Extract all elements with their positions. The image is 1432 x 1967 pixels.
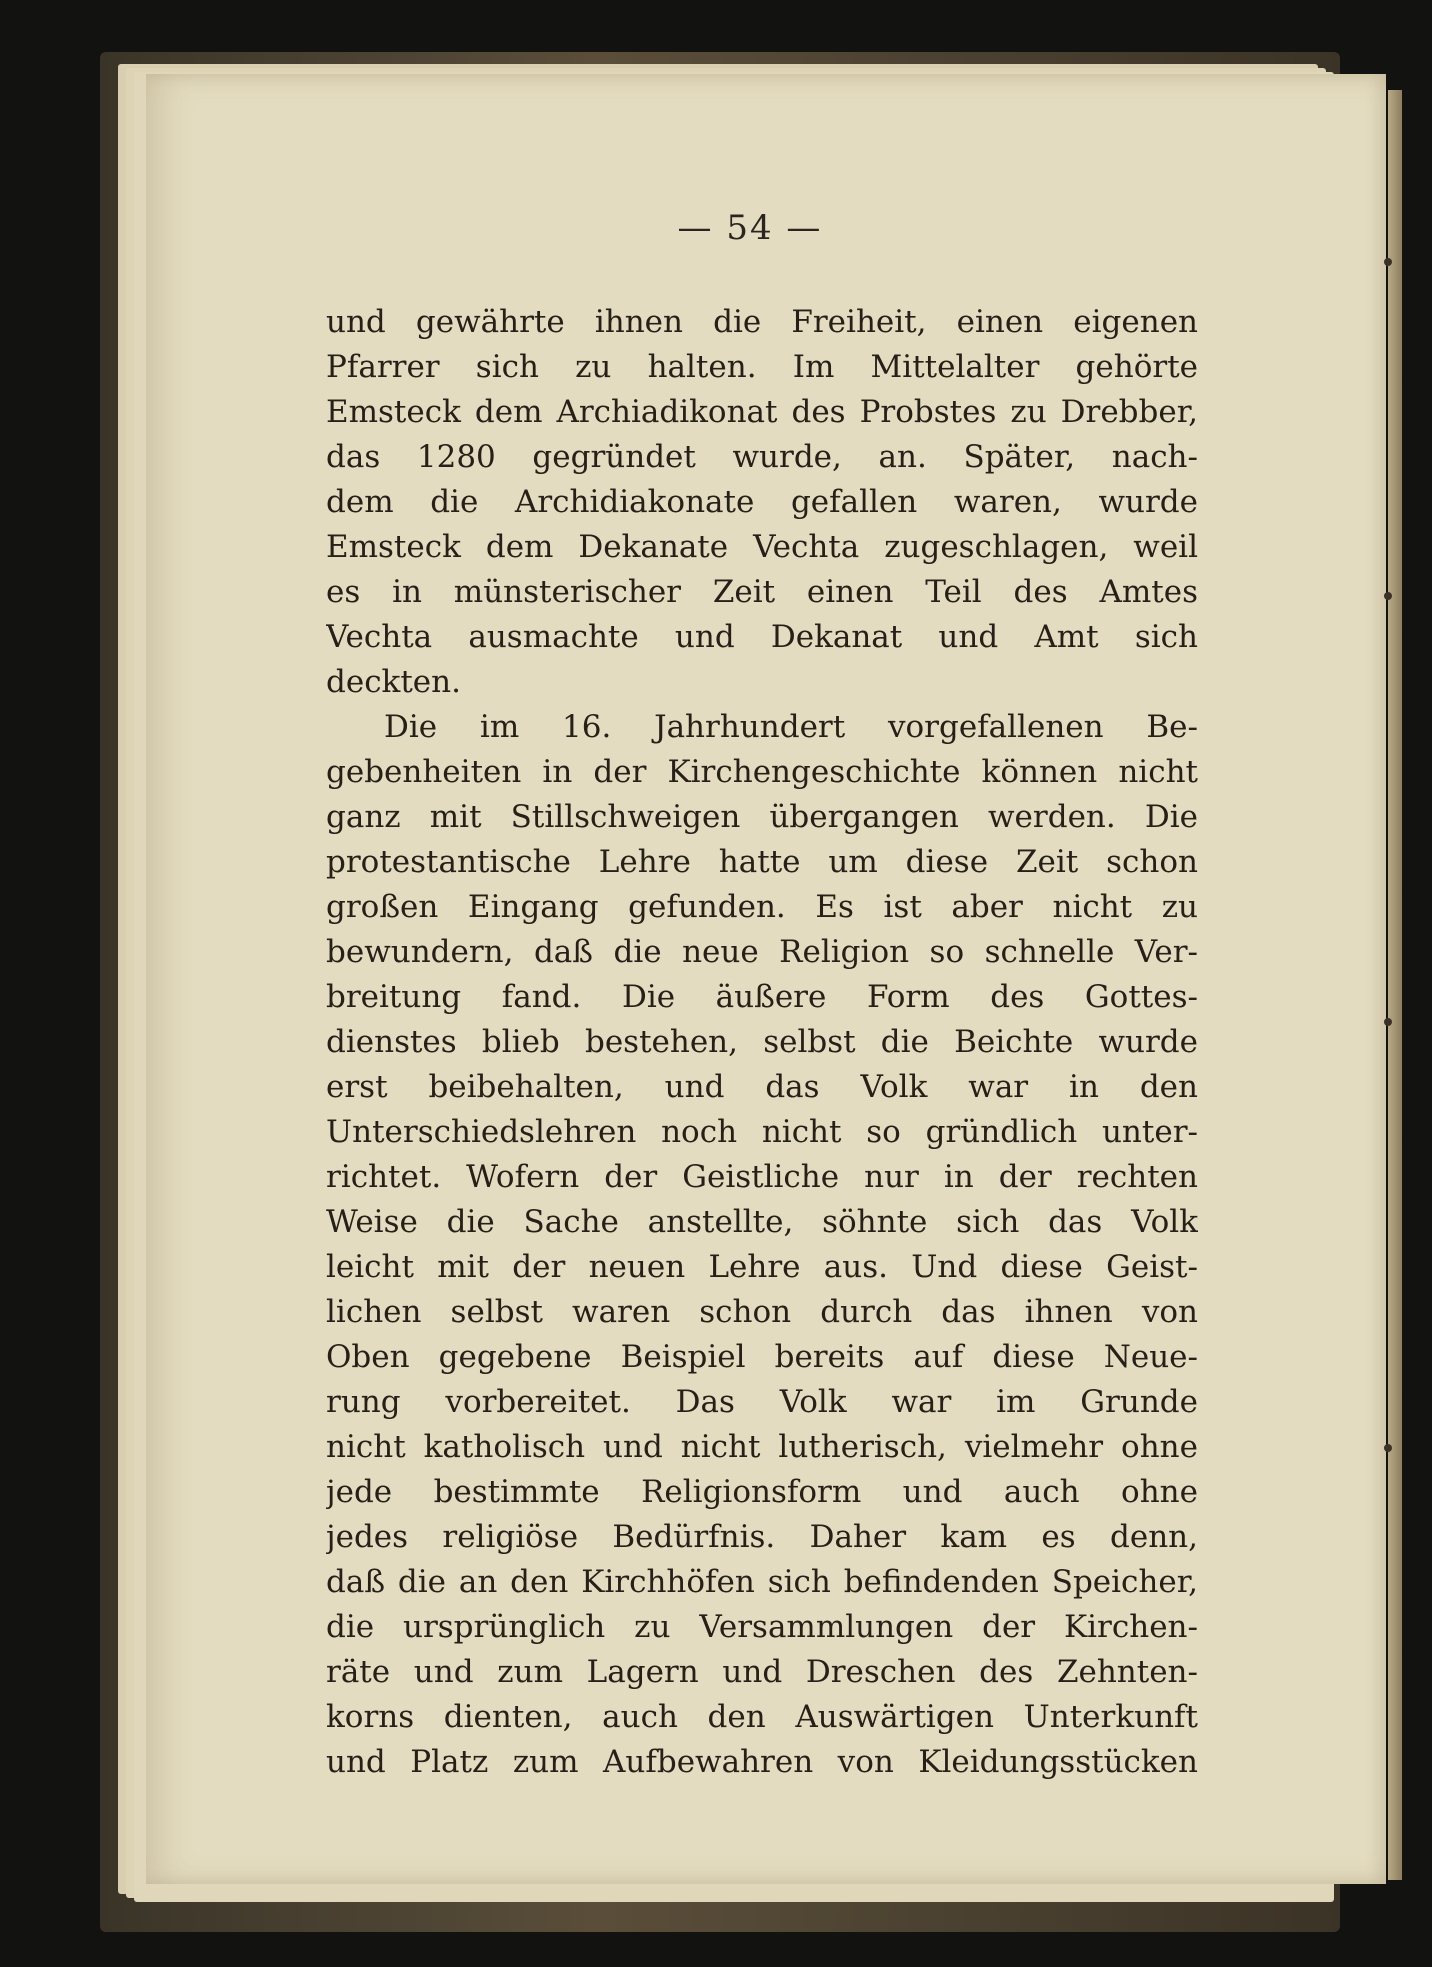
text-line: nicht katholisch und nicht lutherisch, vielmehr ohne [326,1429,1198,1465]
text-line: daß die an den Kirchhöfen sich befindenden Speicher, [326,1564,1198,1600]
binding-mark [1384,258,1392,266]
page-number: — 54 — [677,208,823,248]
text-line: dienstes blieb bestehen, selbst die Beichte wurde [326,1024,1198,1060]
text-line: erst beibehalten, und das Volk war in den [326,1069,1198,1105]
text-line: Vechta ausmachte und Dekanat und Amt sich [326,619,1198,655]
text-line: gebenheiten in der Kirchengeschichte können nicht [326,754,1198,790]
text-line: Weise die Sache anstellte, söhnte sich das Volk [326,1204,1198,1240]
text-line: dem die Archidiakonate gefallen waren, wurde [326,484,1198,520]
text-line: bewundern, daß die neue Religion so schnelle Ver- [326,934,1198,970]
text-line: lichen selbst waren schon durch das ihnen von [326,1294,1198,1330]
text-line: Emsteck dem Archiadikonat des Probstes zu Drebber, [326,394,1198,430]
text-line: Unterschiedslehren noch nicht so gründlich unter- [326,1114,1198,1150]
text-line: die ursprünglich zu Versammlungen der Kirchen- [326,1609,1198,1645]
binding-mark [1384,1018,1392,1026]
text-line: korns dienten, auch den Auswärtigen Unterkunft [326,1699,1198,1735]
facing-page-edge [1388,90,1402,1880]
text-line: jede bestimmte Religionsform und auch ohne [326,1474,1198,1510]
text-line: Oben gegebene Beispiel bereits auf diese Neue- [326,1339,1198,1375]
binding-mark [1384,592,1392,600]
text-line: deckten. [326,664,461,700]
text-line: jedes religiöse Bedürfnis. Daher kam es denn, [326,1519,1198,1555]
text-line: Die im 16. Jahrhundert vorgefallenen Be- [384,709,1198,745]
text-line: leicht mit der neuen Lehre aus. Und diese Geist- [326,1249,1198,1285]
text-line: Emsteck dem Dekanate Vechta zugeschlagen, weil [326,529,1198,565]
text-line: protestantische Lehre hatte um diese Zeit schon [326,844,1198,880]
text-line: großen Eingang gefunden. Es ist aber nicht zu [326,889,1198,925]
text-line: rung vorbereitet. Das Volk war im Grunde [326,1384,1198,1420]
text-line: und gewährte ihnen die Freiheit, einen eigenen [326,304,1198,340]
paragraph [326,300,1198,705]
text-line: das 1280 gegründet wurde, an. Später, nach- [326,439,1198,475]
text-line: und Platz zum Aufbewahren von Kleidungsstücken [326,1744,1198,1780]
text-line: es in münsterischer Zeit einen Teil des Amtes [326,574,1198,610]
paragraph [326,705,1198,1785]
text-line: Pfarrer sich zu halten. Im Mittelalter gehörte [326,349,1198,385]
text-line: räte und zum Lagern und Dreschen des Zehnten- [326,1654,1198,1690]
binding-mark [1384,1444,1392,1452]
text-line: ganz mit Stillschweigen übergangen werden. Die [326,799,1198,835]
body-text [326,300,1198,1785]
text-line: richtet. Wofern der Geistliche nur in der rechten [326,1159,1198,1195]
text-line: breitung fand. Die äußere Form des Gottes- [326,979,1198,1015]
